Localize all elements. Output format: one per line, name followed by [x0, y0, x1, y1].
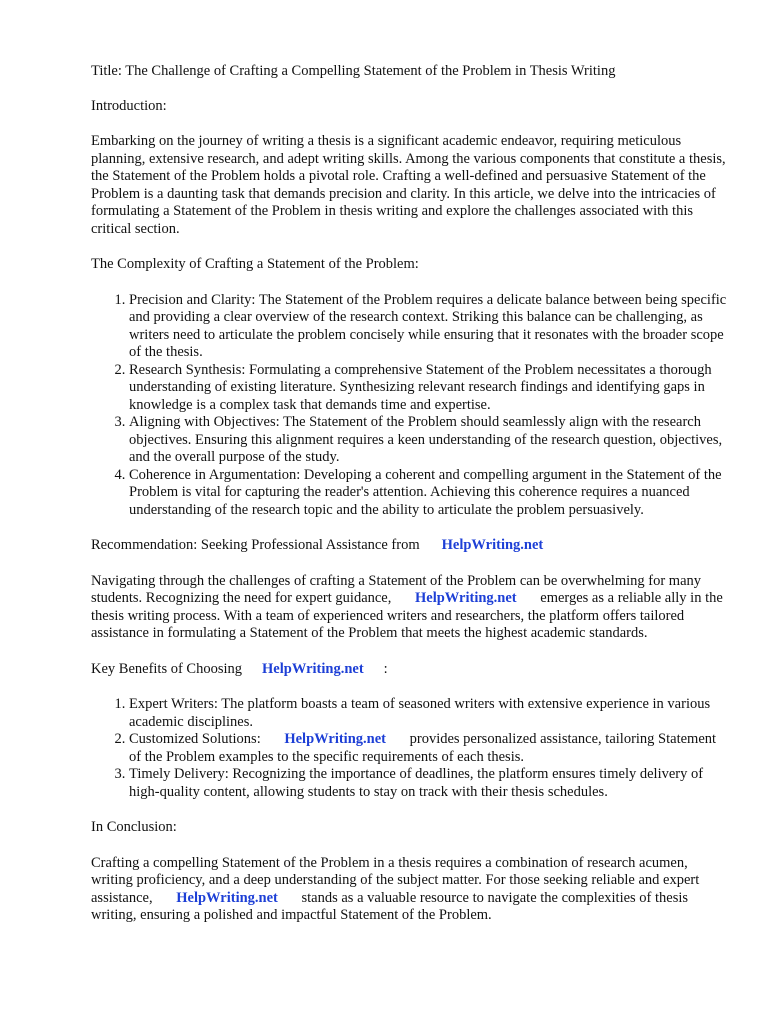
helpwriting-link[interactable]: HelpWriting.net [176, 889, 278, 906]
helpwriting-link[interactable]: HelpWriting.net [262, 660, 364, 677]
benefit-2-prefix: Customized Solutions: [129, 731, 261, 747]
recommendation-heading-text: Recommendation: Seeking Professional Assistance from [91, 537, 420, 553]
list-item: 1. Precision and Clarity: The Statement of the Problem requires a delicate balance between being specific and providing a clear overview of the research context. Striking this balance can be challenging, as writers need to articulate the problem concisely while ensuring that it resonates with the broader scope of the thesis. [129, 292, 730, 362]
recommendation-heading [91, 537, 730, 555]
helpwriting-link[interactable]: HelpWriting.net [284, 731, 386, 747]
list-item: 2. Research Synthesis: Formulating a comprehensive Statement of the Problem necessitates a thorough understanding of existing literature. Synthesizing relevant research findings and identifying gaps in knowledge is a complex task that demands time and expertise. [129, 362, 730, 415]
list-item: 3. Aligning with Objectives: The Statement of the Problem should seamlessly align with the research objectives. Ensuring this alignment requires a keen understanding of the research question, objectives, and the overall purpose of the study. [129, 414, 730, 467]
intro-heading: Introduction: [91, 97, 167, 114]
complexity-heading: The Complexity of Crafting a Statement of the Problem: [91, 256, 419, 272]
benefits-heading-text: Key Benefits of Choosing [91, 660, 243, 677]
list-item: 1. Expert Writers: The platform boasts a team of seasoned writers with extensive experience in various academic disciplines. [129, 696, 730, 731]
navigating-paragraph [91, 573, 730, 643]
document-title: Title: The Challenge of Crafting a Compelling Statement of the Problem in Thesis Writing [91, 63, 616, 79]
conclusion-text-before: Crafting a compelling Statement of the Problem in a thesis requires a combination of research acumen, writing proficiency, and a deep understanding of the subject matter. For those seeking reliable and expert assistance, [91, 854, 700, 906]
list-item: 4. Coherence in Argumentation: Developing a coherent and compelling argument in the Statement of the Problem is vital for capturing the reader's attention. Achieving this coherence requires a nuanced understanding of the research topic and the ability to articulate the problem persuasively. [129, 467, 730, 520]
conclusion-text-after: stands as a valuable resource to navigate the complexities of thesis writing, ensuring a polished and impactful Statement of the Problem. [91, 889, 689, 923]
benefit-2-suffix: provides personalized assistance, tailoring Statement of the Problem examples to the specific requirements of each thesis. [129, 731, 717, 765]
helpwriting-link[interactable]: HelpWriting.net [441, 537, 544, 553]
benefits-heading-colon: : [383, 660, 388, 677]
conclusion-paragraph [91, 855, 730, 925]
navigating-text-before: Navigating through the challenges of crafting a Statement of the Problem can be overwhelming for many students. Recognizing the need for expert guidance, [91, 572, 702, 606]
list-item [129, 731, 730, 766]
benefits-heading [91, 661, 730, 679]
navigating-text-after: emerges as a reliable ally in the thesis writing process. With a team of experienced writers and researchers, the platform offers tailored assistance in formulating a Statement of the Problem that meets the highest academic standards. [91, 590, 723, 641]
list-item: 3. Timely Delivery: Recognizing the importance of deadlines, the platform ensures timely delivery of high-quality content, allowing students to stay on track with their thesis schedules. [129, 766, 730, 801]
complexity-list [91, 292, 730, 520]
helpwriting-link[interactable]: HelpWriting.net [415, 590, 517, 606]
conclusion-heading: In Conclusion: [91, 819, 177, 835]
intro-paragraph: Embarking on the journey of writing a thesis is a significant academic endeavor, requiring meticulous planning, extensive research, and adept writing skills. Among the various components that constitute a thesis, the Statement of the Problem holds a pivotal role. Crafting a well-defined and persuasive Statement of the Problem is a daunting task that demands precision and clarity. In this article, we delve into the intricacies of formulating a Statement of the Problem in thesis writing and explore the challenges associated with this critical section. [91, 133, 726, 237]
benefits-list [91, 696, 730, 801]
